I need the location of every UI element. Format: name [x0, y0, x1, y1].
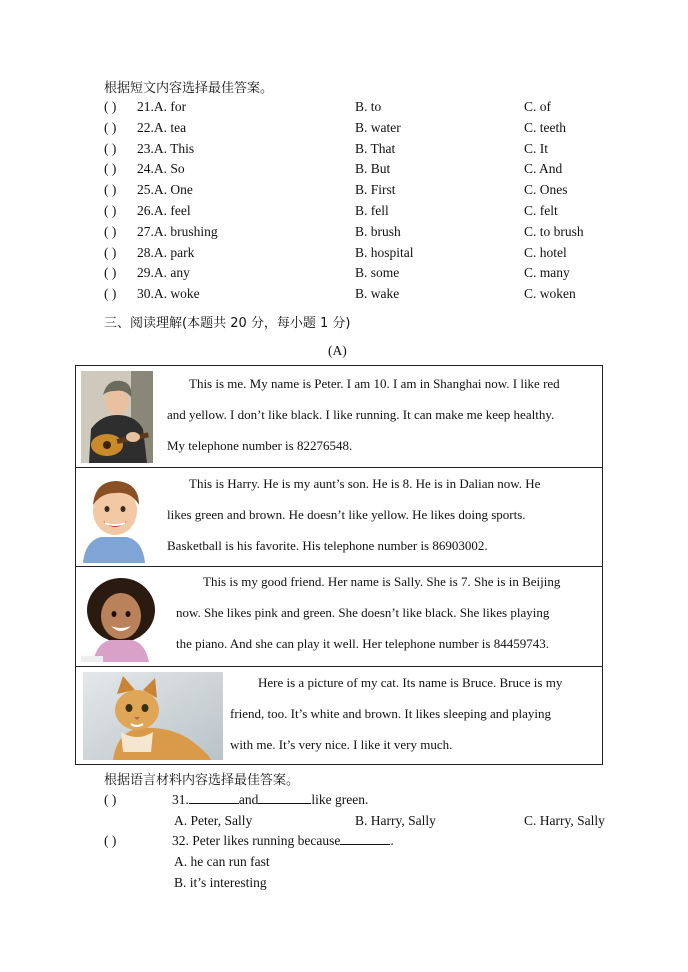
cloze-question-row	[0, 180, 688, 200]
question-number: 28.	[137, 244, 154, 260]
question-32-stem	[172, 831, 394, 851]
question-31-stem	[172, 790, 368, 810]
option-a: A. This	[153, 140, 195, 156]
cloze-question-row	[0, 139, 688, 159]
option-b: B. water	[355, 119, 401, 135]
cloze-question-row	[0, 159, 688, 179]
answer-paren[interactable]: ( )	[104, 265, 117, 281]
question-number: 23.	[137, 140, 154, 156]
question-number: 30.	[137, 286, 154, 302]
question-number-and-option-a	[137, 97, 186, 117]
option-a: A. tea	[153, 119, 187, 135]
profile-table	[75, 365, 603, 765]
profile-line: the piano. And she can play it well. Her telephone number is 84459743.	[176, 636, 549, 651]
question-number-and-option-a	[137, 118, 186, 138]
option-a: A. woke	[153, 286, 200, 302]
profile-text-bruce	[230, 667, 598, 760]
profile-line: My telephone number is 82276548.	[167, 438, 353, 453]
answer-paren[interactable]: ( )	[104, 140, 117, 156]
profile-text-sally	[176, 566, 596, 659]
profile-text-peter	[167, 368, 597, 461]
profile-line: This is my good friend. Her name is Sally. She is 7. She is in Beijing	[203, 574, 561, 589]
answer-paren[interactable]: ( )	[104, 161, 117, 177]
section-title: 三、阅读理解(本题共 20 分，每小题 1 分)	[104, 316, 351, 331]
question-number-and-option-a	[137, 159, 185, 179]
profile-row-bruce	[76, 666, 602, 764]
profile-line: Here is a picture of my cat. Its name is Bruce. Bruce is my	[258, 675, 563, 690]
option-b: B. First	[355, 182, 396, 198]
question-number: 27.	[137, 223, 154, 239]
cloze-question-row	[0, 97, 688, 117]
answer-paren[interactable]: ( )	[104, 286, 117, 302]
option-a: A. any	[153, 265, 190, 281]
orange-cat-photo	[83, 672, 223, 760]
question-31-options	[0, 811, 688, 831]
question-31-mid: and	[238, 792, 259, 807]
question-31-end: like green.	[311, 792, 369, 807]
cloze-question-row	[0, 118, 688, 138]
question-number: 25.	[137, 182, 154, 198]
question-number-and-option-a	[137, 284, 200, 304]
option-b: B. wake	[355, 286, 400, 302]
smiling-boy-photo	[81, 475, 147, 563]
question-number-and-option-a	[137, 222, 218, 242]
profile-text-harry	[167, 468, 597, 561]
question-number: 22.	[137, 119, 154, 135]
reading-instruction: 根据语言材料内容选择最佳答案。	[104, 773, 300, 788]
option-c: C. And	[524, 161, 563, 177]
question-number-and-option-a	[137, 180, 193, 200]
cloze-question-row	[0, 222, 688, 242]
option-c: C. many	[524, 265, 570, 281]
answer-paren[interactable]: ( )	[104, 244, 117, 260]
answer-paren[interactable]: ( )	[104, 119, 117, 135]
profile-line: This is Harry. He is my aunt’s son. He is 8. He is in Dalian now. He	[189, 476, 541, 491]
option-b: B. it’s interesting	[174, 875, 267, 890]
option-a: A. feel	[153, 203, 191, 218]
question-number: 21.	[137, 99, 154, 114]
cloze-question-row	[0, 201, 688, 221]
question-32-text: 32. Peter likes running because	[172, 833, 341, 848]
question-number-and-option-a	[137, 201, 191, 221]
option-b: B. hospital	[355, 244, 414, 260]
option-c: C. woken	[524, 286, 576, 302]
profile-row-harry	[76, 467, 602, 567]
option-a: A. park	[153, 244, 195, 260]
profile-row-peter	[76, 366, 602, 468]
profile-line: friend, too. It’s white and brown. It likes sleeping and playing	[230, 706, 551, 721]
cloze-question-row	[0, 263, 688, 283]
question-number: 24.	[137, 161, 154, 177]
option-b: B. But	[355, 161, 391, 177]
option-b: B. fell	[355, 203, 389, 218]
option-c: C. hotel	[524, 244, 567, 260]
option-a: A. So	[153, 161, 185, 177]
passage-label: (A)	[328, 343, 347, 358]
profile-line: Basketball is his favorite. His telephone number is 86903002.	[167, 538, 488, 553]
question-32-end: .	[390, 833, 394, 848]
answer-paren[interactable]: ( )	[104, 182, 117, 198]
option-c: C. teeth	[524, 119, 566, 135]
smiling-girl-photo	[81, 572, 161, 662]
profile-line: with me. It’s very nice. I like it very much.	[230, 737, 453, 752]
profile-line: now. She likes pink and green. She doesn’t like black. She likes playing	[176, 605, 550, 620]
question-number-and-option-a	[137, 243, 194, 263]
question-number: 29.	[137, 265, 154, 281]
option-a: A. brushing	[153, 223, 218, 239]
profile-line: likes green and brown. He doesn’t like yellow. He likes doing sports.	[167, 507, 526, 522]
option-c: C. felt	[524, 203, 558, 218]
boy-with-guitar-photo	[81, 371, 153, 463]
answer-blank[interactable]	[340, 831, 390, 845]
cloze-instruction: 根据短文内容选择最佳答案。	[104, 81, 274, 96]
option-b: B. some	[355, 265, 400, 281]
option-a: A. One	[153, 182, 193, 198]
answer-paren[interactable]: ( )	[104, 99, 117, 114]
profile-line: and yellow. I don’t like black. I like running. It can make me keep healthy.	[167, 407, 555, 422]
option-b: B. Harry, Sally	[355, 813, 436, 828]
question-number: 26.	[137, 203, 154, 218]
question-number: 31.	[172, 792, 189, 807]
option-a: A. he can run fast	[174, 854, 270, 869]
answer-blank[interactable]	[258, 790, 311, 804]
question-number-and-option-a	[137, 263, 190, 283]
question-number-and-option-a	[137, 139, 194, 159]
option-b: B. brush	[355, 223, 401, 239]
option-b: B. That	[355, 140, 396, 156]
option-c: C. Harry, Sally	[524, 813, 605, 828]
cloze-question-row	[0, 243, 688, 263]
question-31	[0, 790, 688, 810]
profile-row-sally	[76, 566, 602, 667]
answer-blank[interactable]	[189, 790, 239, 804]
answer-paren[interactable]: ( )	[104, 203, 117, 218]
option-c: C. of	[524, 99, 551, 114]
cloze-question-row	[0, 284, 688, 304]
option-c: C. Ones	[524, 182, 568, 198]
option-b: B. to	[355, 99, 382, 114]
option-a: A. Peter, Sally	[174, 813, 253, 828]
answer-paren[interactable]: ( )	[104, 833, 117, 848]
profile-line: This is me. My name is Peter. I am 10. I am in Shanghai now. I like red	[189, 376, 560, 391]
question-32	[0, 831, 688, 851]
option-c: C. to brush	[524, 223, 584, 239]
option-c: C. It	[524, 140, 549, 156]
option-a: A. for	[153, 99, 187, 114]
answer-paren[interactable]: ( )	[104, 792, 117, 807]
answer-paren[interactable]: ( )	[104, 223, 117, 239]
